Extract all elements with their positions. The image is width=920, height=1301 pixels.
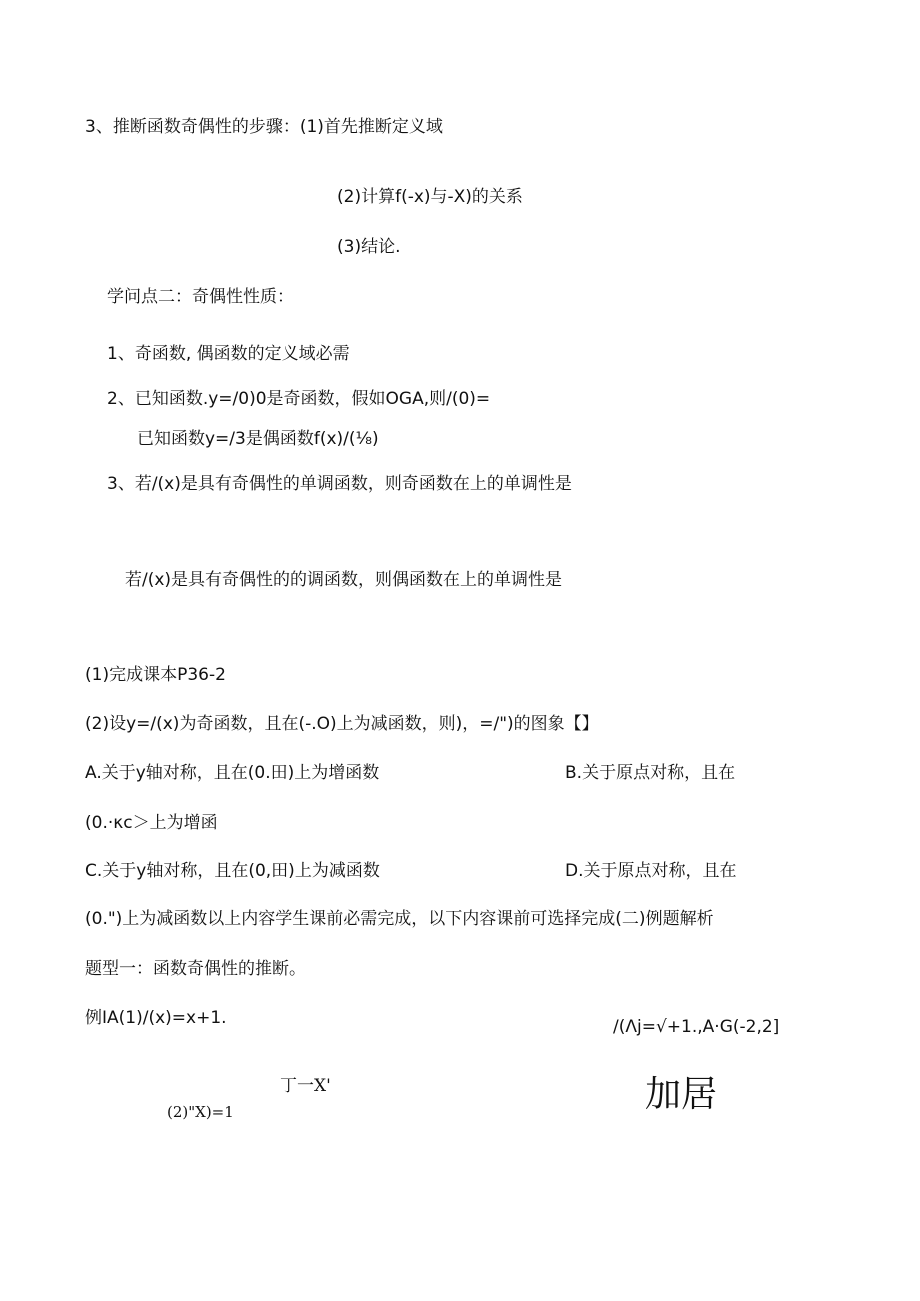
example-2: (2)"X)=1: [167, 1103, 234, 1121]
property-3-even: 若/(x)是具有奇偶性的的调函数，则偶函数在上的单调性是: [125, 570, 563, 590]
option-b: B.关于原点对称，且在: [565, 763, 736, 783]
property-2-even: 已知函数y=/3是偶函数f(x)/(⅛): [137, 429, 379, 449]
step-heading: 3、推断函数奇偶性的步骤：(1)首先推断定义域: [85, 117, 443, 137]
question-type-one: 题型一：函数奇偶性的推断。: [85, 959, 306, 979]
step-2: (2)计算f(-x)与-X)的关系: [337, 187, 523, 207]
option-a: A.关于y轴对称，且在(0.田)上为增函数: [85, 763, 380, 783]
option-c: C.关于y轴对称，且在(0,田)上为减函数: [85, 861, 380, 881]
option-b-cont: (0.·κc＞上为增函: [85, 813, 218, 833]
example-2-formula: 加居: [645, 1074, 718, 1115]
exercise-1: (1)完成课本P36-2: [85, 665, 226, 685]
property-2: 2、已知函数.y=/0)0是奇函数，假如OGA,则/(0)=: [107, 389, 491, 409]
step-3: (3)结论.: [337, 237, 401, 257]
exercise-2: (2)设y=/(x)为奇函数，且在(-.O)上为减函数，则)，=/")的图象【】: [85, 714, 599, 734]
property-3: 3、若/(x)是具有奇偶性的单调函数，则奇函数在上的单调性是: [107, 474, 572, 494]
example-2-top: 丁一X': [280, 1076, 331, 1096]
example-1: 例IA(1)/(x)=x+1.: [85, 1008, 227, 1028]
option-d-cont: (0.")上为减函数以上内容学生课前必需完成，以下内容课前可选择完成(二)例题解析: [85, 909, 714, 929]
knowledge-point-two: 学问点二：奇偶性性质：: [107, 287, 294, 307]
option-d: D.关于原点对称，且在: [565, 861, 737, 881]
example-1-second: /(Λj=√+1.,A·G(-2,2]: [613, 1017, 780, 1037]
property-1: 1、奇函数, 偶函数的定义域必需: [107, 344, 350, 364]
